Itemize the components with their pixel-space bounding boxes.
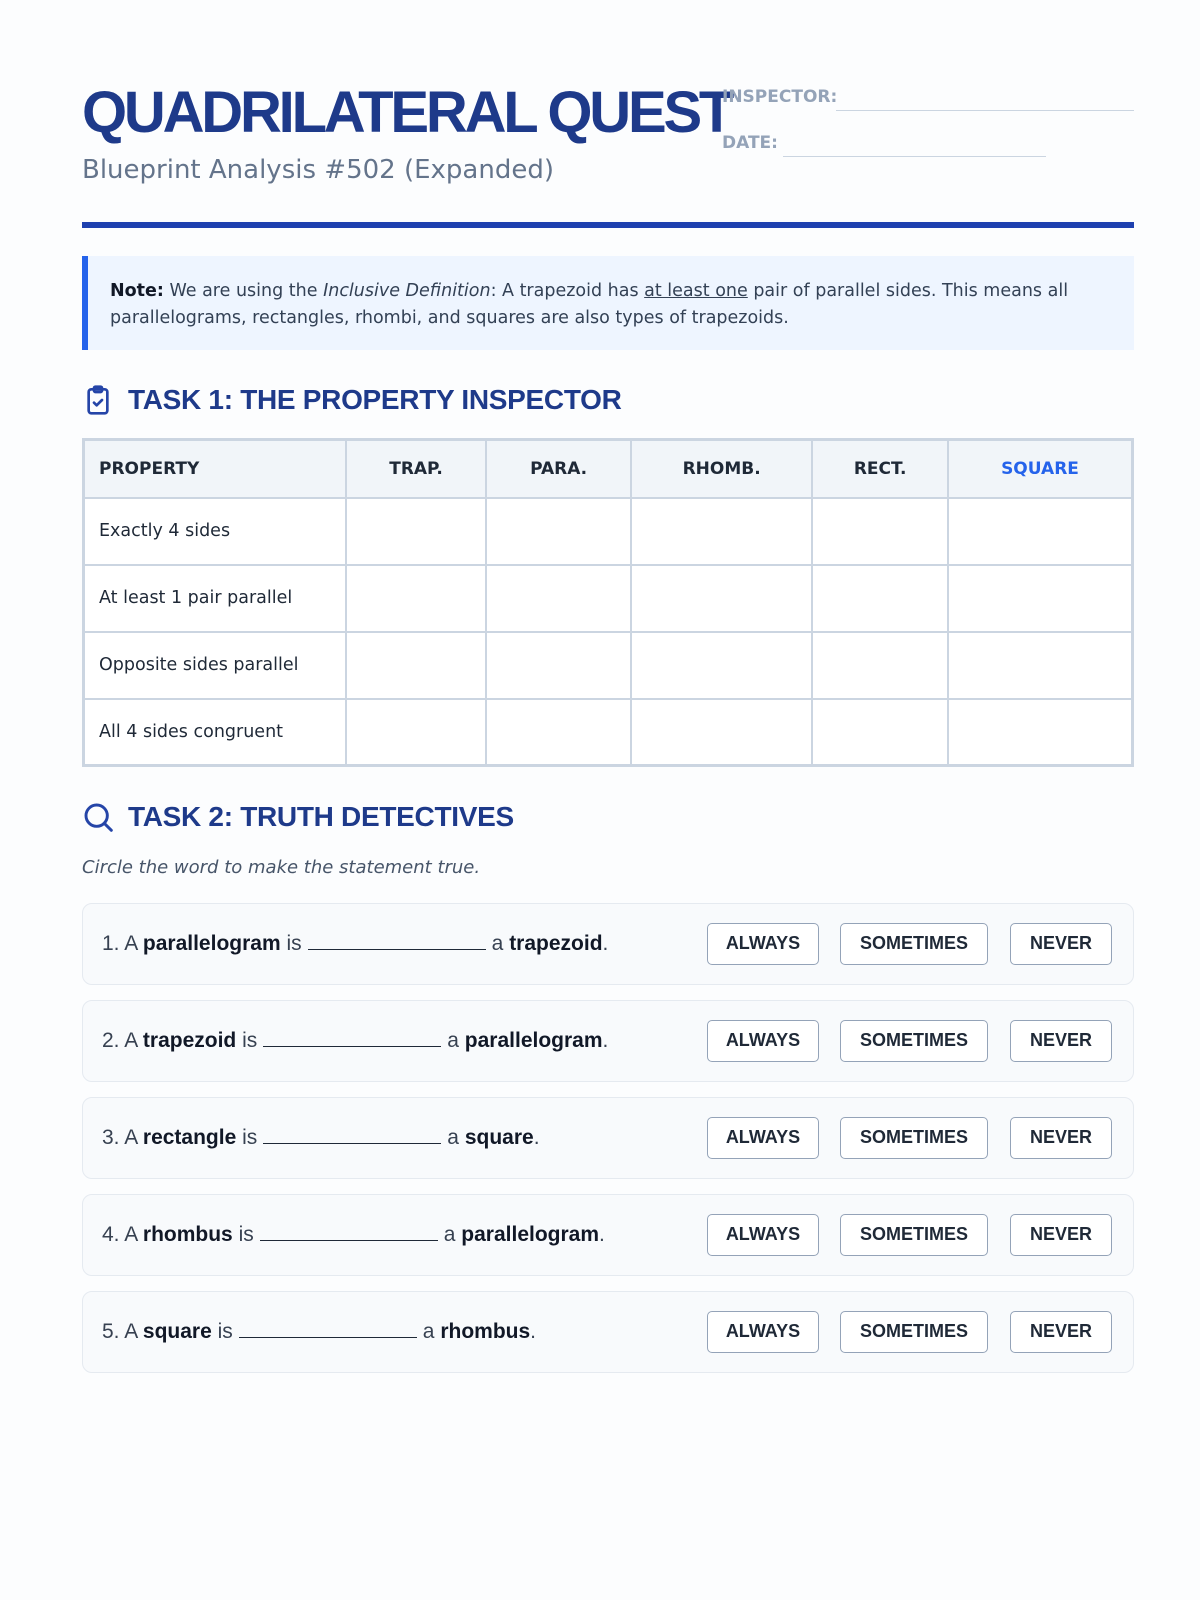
worksheet-page [82, 0, 1134, 1343]
statement-card [82, 1000, 1134, 1082]
answer-cell[interactable] [346, 498, 487, 565]
answer-cell[interactable] [486, 699, 631, 766]
never-button[interactable]: NEVER [1010, 1214, 1112, 1256]
statement-period: . [602, 932, 609, 955]
answer-cell[interactable] [948, 632, 1133, 699]
answer-blank[interactable] [263, 1126, 441, 1144]
answer-cell[interactable] [486, 565, 631, 632]
statement-number: 5. [102, 1320, 120, 1343]
statement-period: . [530, 1320, 537, 1343]
property-label: All 4 sides congruent [84, 699, 346, 766]
answer-cell[interactable] [631, 498, 812, 565]
statement-object: rhombus [440, 1320, 531, 1343]
table-row [84, 632, 1133, 699]
statement-object: parallelogram [461, 1223, 600, 1246]
statement-period: . [533, 1126, 540, 1149]
page-subtitle: Blueprint Analysis #502 (Expanded) [82, 155, 554, 185]
header-divider [82, 222, 1134, 228]
task2-instructions: Circle the word to make the statement true. [82, 857, 481, 878]
table-row [84, 699, 1133, 766]
statement-article: a [443, 1223, 456, 1246]
statement-verb: is [242, 1029, 258, 1052]
answer-blank[interactable] [263, 1029, 441, 1047]
never-button[interactable]: NEVER [1010, 1117, 1112, 1159]
statement-text [102, 1195, 605, 1275]
answer-blank[interactable] [260, 1223, 438, 1241]
answer-cell[interactable] [812, 565, 948, 632]
statement-article: A [124, 1223, 138, 1246]
statement-subject: trapezoid [142, 1029, 237, 1052]
never-button[interactable]: NEVER [1010, 1311, 1112, 1353]
statement-article: A [124, 932, 138, 955]
column-header-rectangle: RECT. [812, 440, 948, 498]
worksheet-header [82, 0, 1134, 232]
column-header-square: SQUARE [948, 440, 1133, 498]
sometimes-button[interactable]: SOMETIMES [840, 1020, 988, 1062]
note-emphasis: Inclusive Definition [323, 281, 491, 301]
date-field[interactable] [783, 156, 1046, 157]
statement-article: a [447, 1029, 459, 1052]
answer-cell[interactable] [346, 632, 487, 699]
statement-number: 3. [102, 1126, 120, 1149]
inspector-label: INSPECTOR: [722, 87, 838, 107]
statement-verb: is [242, 1126, 258, 1149]
answer-cell[interactable] [486, 498, 631, 565]
always-button[interactable]: ALWAYS [707, 1020, 819, 1062]
statement-number: 4. [102, 1223, 120, 1246]
answer-cell[interactable] [631, 699, 812, 766]
statement-article: a [447, 1126, 459, 1149]
date-label: DATE: [722, 133, 778, 153]
statement-text [102, 1001, 608, 1081]
statement-subject: square [142, 1320, 212, 1343]
note-label: Note: [110, 281, 164, 301]
statement-number: 1. [102, 932, 120, 955]
statement-period: . [602, 1029, 609, 1052]
statement-article: A [124, 1126, 138, 1149]
sometimes-button[interactable]: SOMETIMES [840, 1214, 988, 1256]
task2-heading [82, 797, 514, 837]
always-button[interactable]: ALWAYS [707, 923, 819, 965]
column-header-parallelogram: PARA. [486, 440, 631, 498]
statement-text [102, 1292, 536, 1372]
answer-cell[interactable] [948, 498, 1133, 565]
always-button[interactable]: ALWAYS [707, 1214, 819, 1256]
statement-number: 2. [102, 1029, 120, 1052]
statement-text [102, 904, 608, 984]
sometimes-button[interactable]: SOMETIMES [840, 923, 988, 965]
task1-heading [82, 380, 622, 420]
answer-cell[interactable] [631, 632, 812, 699]
answer-cell[interactable] [486, 632, 631, 699]
note-text-1: We are using the [163, 281, 324, 301]
always-button[interactable]: ALWAYS [707, 1311, 819, 1353]
answer-cell[interactable] [346, 699, 487, 766]
always-button[interactable]: ALWAYS [707, 1117, 819, 1159]
statement-card [82, 1194, 1134, 1276]
column-header-trapezoid: TRAP. [346, 440, 487, 498]
statement-verb: is [286, 932, 302, 955]
column-header-property: PROPERTY [84, 440, 346, 498]
statement-text [102, 1098, 540, 1178]
property-label: At least 1 pair parallel [84, 565, 346, 632]
property-label: Opposite sides parallel [84, 632, 346, 699]
answer-blank[interactable] [308, 932, 486, 950]
answer-cell[interactable] [948, 565, 1133, 632]
statement-subject: rhombus [142, 1223, 233, 1246]
task2-title: TASK 2: TRUTH DETECTIVES [128, 801, 514, 832]
statement-verb: is [217, 1320, 233, 1343]
statement-subject: rectangle [142, 1126, 237, 1149]
inspector-field[interactable] [836, 110, 1134, 111]
property-table [82, 438, 1134, 767]
table-header-row [84, 440, 1133, 498]
answer-cell[interactable] [631, 565, 812, 632]
answer-cell[interactable] [948, 699, 1133, 766]
never-button[interactable]: NEVER [1010, 1020, 1112, 1062]
statement-article: A [124, 1029, 138, 1052]
answer-cell[interactable] [812, 699, 948, 766]
clipboard-check-icon [82, 384, 114, 416]
statement-card [82, 903, 1134, 985]
definition-note [82, 256, 1134, 350]
task1-title: TASK 1: THE PROPERTY INSPECTOR [128, 384, 622, 415]
statement-object: parallelogram [464, 1029, 603, 1052]
statement-card [82, 1291, 1134, 1373]
answer-cell[interactable] [346, 565, 487, 632]
statement-period: . [599, 1223, 605, 1246]
statement-verb: is [238, 1223, 254, 1246]
column-header-rhombus: RHOMB. [631, 440, 812, 498]
statement-object: square [464, 1126, 534, 1149]
statement-object: trapezoid [509, 932, 603, 955]
statement-article: a [491, 932, 504, 955]
property-label: Exactly 4 sides [84, 498, 346, 565]
answer-cell[interactable] [812, 632, 948, 699]
note-text-2: : A trapezoid has [490, 281, 645, 301]
page-title: QUADRILATERAL QUEST [82, 80, 732, 145]
never-button[interactable]: NEVER [1010, 923, 1112, 965]
sometimes-button[interactable]: SOMETIMES [840, 1117, 988, 1159]
sometimes-button[interactable]: SOMETIMES [840, 1311, 988, 1353]
search-icon [82, 801, 114, 833]
answer-cell[interactable] [812, 498, 948, 565]
statement-article: a [422, 1320, 435, 1343]
note-underlined: at least one [644, 281, 748, 301]
statement-card [82, 1097, 1134, 1179]
answer-blank[interactable] [239, 1320, 417, 1338]
statement-subject: parallelogram [142, 932, 281, 955]
statement-article: A [124, 1320, 138, 1343]
table-row [84, 565, 1133, 632]
note-text-3: pair of parallel sides. This means all parallelograms, rectangles, rhombi, and squares are also types of trapezoids. [110, 281, 1069, 328]
table-row [84, 498, 1133, 565]
